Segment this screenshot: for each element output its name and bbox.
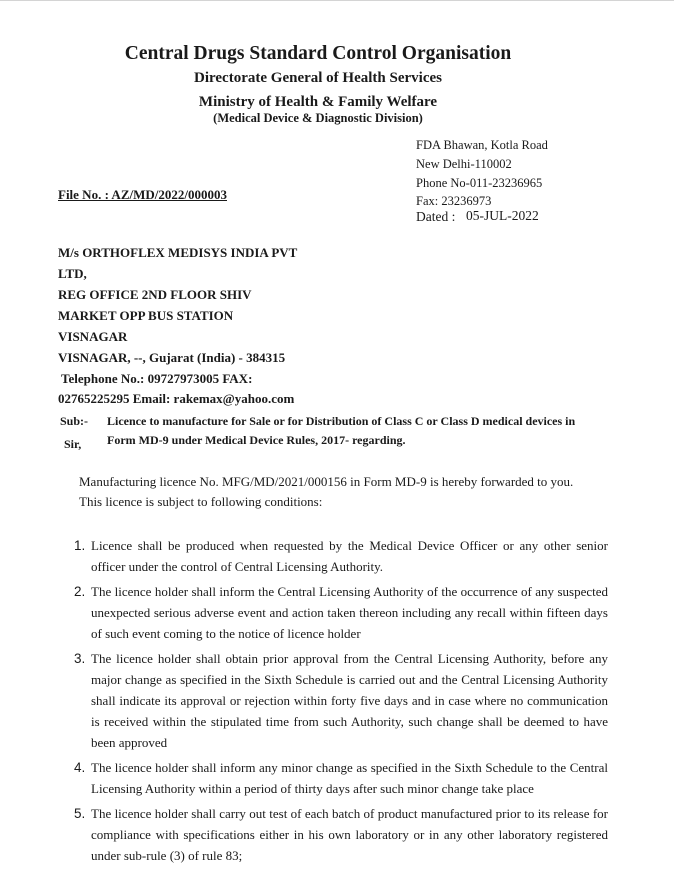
addressee-line: VISNAGAR, --, Gujarat (India) - 384315 bbox=[58, 350, 286, 365]
division-heading: (Medical Device & Diagnostic Division) bbox=[213, 111, 423, 125]
directorate-heading: Directorate General of Health Services bbox=[194, 70, 442, 86]
addressee-line: MARKET OPP BUS STATION bbox=[58, 308, 234, 323]
condition-item bbox=[74, 803, 608, 866]
condition-text: The licence holder shall inform the Central Licensing Authority of the occurrence of any suspected unexpected serious adverse event and action taken thereon including any recall within fifteen days of such event coming to the notice of licence holder bbox=[91, 584, 608, 641]
salutation: Sir, bbox=[64, 437, 82, 451]
condition-text: The licence holder shall obtain prior approval from the Central Licensing Authority, before any major change as specified in the Sixth Schedule is carried out and the Central Licensing Authority shall indicate its approval or rejection within forty five days and in case where no communication is received within the stipulated time from such Authority, such change shall be deemed to have been approved bbox=[91, 651, 608, 750]
condition-item bbox=[74, 535, 608, 577]
condition-text: The licence holder shall carry out test of each batch of product manufactured prior to its release for compliance with specifications either in his own laboratory or in any other laboratory registered under sub-rule (3) of rule 83; bbox=[91, 806, 608, 863]
condition-item bbox=[74, 757, 608, 799]
addressee-line: VISNAGAR bbox=[58, 329, 128, 344]
dated-label: Dated : bbox=[416, 209, 456, 224]
subject-label: Sub:- bbox=[60, 414, 89, 428]
licence-forward-text: Manufacturing licence No. MFG/MD/2021/000156 in Form MD-9 is hereby forwarded to you. bbox=[79, 474, 574, 489]
condition-number: 5. bbox=[74, 806, 86, 821]
organisation-title: Central Drugs Standard Control Organisation bbox=[124, 43, 512, 64]
condition-item bbox=[74, 648, 608, 753]
address-line-1: FDA Bhawan, Kotla Road bbox=[416, 138, 548, 152]
condition-number: 4. bbox=[74, 760, 86, 775]
condition-text: The licence holder shall inform any minor change as specified in the Sixth Schedule to the Central Licensing Authority within a period of thirty days after such minor change take place bbox=[91, 760, 608, 796]
addressee-line: Telephone No.: 09727973005 FAX: bbox=[58, 371, 253, 386]
condition-number: 2. bbox=[74, 584, 86, 599]
conditions-intro-text: This licence is subject to following conditions: bbox=[79, 494, 323, 509]
conditions-list bbox=[74, 535, 608, 870]
condition-number: 3. bbox=[74, 651, 86, 666]
file-number: File No. : AZ/MD/2022/000003 bbox=[58, 187, 227, 202]
condition-item bbox=[74, 581, 608, 644]
addressee-line: LTD, bbox=[58, 266, 87, 281]
subject-line-2: Form MD-9 under Medical Device Rules, 2017- regarding. bbox=[107, 433, 406, 447]
condition-text: Licence shall be produced when requested by the Medical Device Officer or any other senior officer under the control of Central Licensing Authority. bbox=[91, 538, 608, 574]
addressee-line: M/s ORTHOFLEX MEDISYS INDIA PVT bbox=[58, 245, 298, 260]
subject-line-1: Licence to manufacture for Sale or for Distribution of Class C or Class D medical devices in bbox=[107, 414, 576, 428]
addressee-line: REG OFFICE 2ND FLOOR SHIV bbox=[58, 287, 252, 302]
dated-value: 05-JUL-2022 bbox=[466, 208, 539, 223]
addressee-line: 02765225295 Email: rakemax@yahoo.com bbox=[58, 391, 295, 406]
address-line-2: New Delhi-110002 bbox=[416, 157, 512, 171]
condition-number: 1. bbox=[74, 538, 86, 553]
address-fax: Fax: 23236973 bbox=[416, 194, 492, 208]
address-phone: Phone No-011-23236965 bbox=[416, 176, 543, 190]
ministry-heading: Ministry of Health & Family Welfare bbox=[198, 94, 438, 110]
